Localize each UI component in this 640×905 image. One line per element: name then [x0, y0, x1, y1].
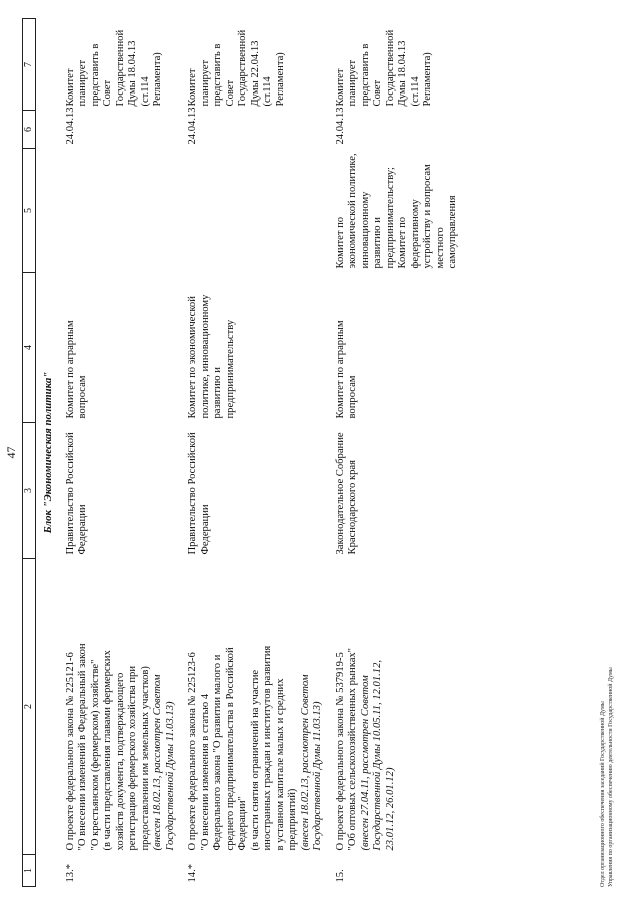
column-number: 4: [23, 273, 36, 423]
bill-title-line: (в части снятия ограничений на участие: [249, 669, 261, 851]
date: 24.04.13: [64, 107, 76, 145]
co-committees: Комитет по экономической политике, инновационному развитию и предпринимательству; Комитет по федеративному устройству и вопросам местного самоуправления: [334, 153, 459, 269]
row-number: 14.*: [187, 863, 199, 883]
plan-note: Комитет планирует представить в Совет Государственной Думы 18.04.13 (ст.114 Регламента): [64, 29, 164, 107]
bill-title-line: в уставном капитале малых и средних: [274, 678, 286, 851]
bill-title-line: (в части представления главами фермерских: [102, 650, 114, 851]
footer-line: Отдел организационного обеспечения заседаний Государственной Думы: [600, 701, 606, 887]
bill-title-line: иностранных граждан и институтов развития: [262, 645, 274, 851]
row-number: 15.: [334, 869, 346, 883]
co-committees: [183, 149, 331, 273]
bill-title-line: "О внесении изменений в Федеральный закон: [77, 643, 89, 851]
column-number: 3: [23, 423, 36, 559]
bill-note-line: Государственной Думы 11.03.13): [164, 701, 176, 851]
bill-description: [331, 559, 466, 855]
initiator: Законодательное Собрание Краснодарского края: [334, 432, 359, 555]
page-number: 47: [4, 446, 18, 459]
bill-description: [61, 559, 184, 855]
bill-title-line: "О крестьянском (фермерском) хозяйстве": [89, 659, 101, 851]
column-number: 1: [23, 855, 36, 887]
bill-title-line: предприятий): [287, 788, 299, 851]
bill-title-line: О проекте федерального закона № 225123-6: [187, 652, 199, 851]
responsible-committee: Комитет по аграрным вопросам: [334, 320, 359, 419]
bill-note-line: (внесен 27.04.11, рассмотрен Советом: [359, 675, 371, 851]
plan-note: Комитет планирует представить в Совет Государственной Думы 18.04.13 (ст.114 Регламента): [334, 29, 434, 107]
table-row: [331, 19, 466, 887]
bill-title-line: Федерации": [237, 796, 249, 851]
responsible-committee: Комитет по экономической политике, инновационному развитию и предпринимательству: [187, 294, 236, 419]
responsible-committee: Комитет по аграрным вопросам: [64, 320, 89, 419]
bill-note-line: (внесен 18.02.13, рассмотрен Советом: [299, 674, 311, 851]
column-number-row: [23, 19, 36, 887]
table-row: [183, 19, 331, 887]
date: 24.04.13: [334, 107, 346, 145]
bill-description: [183, 559, 331, 855]
column-number: 5: [23, 149, 36, 273]
bill-title-line: хозяйств документа, подтверждающего: [114, 672, 126, 851]
bill-title-line: "Об оптовых сельскохозяйственных рынках": [347, 647, 359, 851]
bill-title-line: регистрацию фермерского хозяйства при: [127, 665, 139, 851]
bill-title-line: предоставлении им земельных участков): [139, 666, 151, 851]
plan-note: Комитет планирует представить в Совет Государственной Думы 22.04.13 (ст.114 Регламента): [187, 29, 286, 107]
bills-table: [22, 18, 466, 887]
table-row: [61, 19, 184, 887]
bill-title-line: Федерального закона "О развитии малого и: [212, 654, 224, 851]
column-number: 7: [23, 19, 36, 111]
date: 24.04.13: [187, 107, 199, 145]
bill-title-line: среднего предпринимательства в Российской: [224, 647, 236, 851]
block-title: Блок "Экономическая политика": [42, 371, 54, 534]
column-number: 6: [23, 111, 36, 149]
initiator: Правительство Российской Федерации: [187, 432, 211, 555]
bill-title-line: "О внесении изменения в статью 4: [199, 693, 211, 851]
bill-note-line: Государственной Думы 10.05.11, 12.01.12,: [372, 659, 384, 851]
bill-title-line: О проекте федерального закона № 225121-6: [64, 652, 76, 851]
bill-title-line: О проекте федерального закона № 537919-5: [334, 652, 346, 851]
bill-note-line: 23.01.12, 26.01.12): [384, 767, 396, 851]
bill-note-line: Государственной Думы 11.03.13): [312, 701, 324, 851]
bill-note-line: (внесен 18.02.13, рассмотрен Советом: [152, 674, 164, 851]
co-committees: [61, 149, 184, 273]
footer-line: Управления по организационному обеспечению деятельности Государственной Думы: [607, 667, 614, 887]
row-number: 13.*: [64, 863, 76, 883]
column-number: 2: [23, 559, 36, 855]
block-title-row: [36, 19, 61, 887]
initiator: Правительство Российской Федерации: [64, 432, 89, 555]
footer: [600, 667, 615, 887]
